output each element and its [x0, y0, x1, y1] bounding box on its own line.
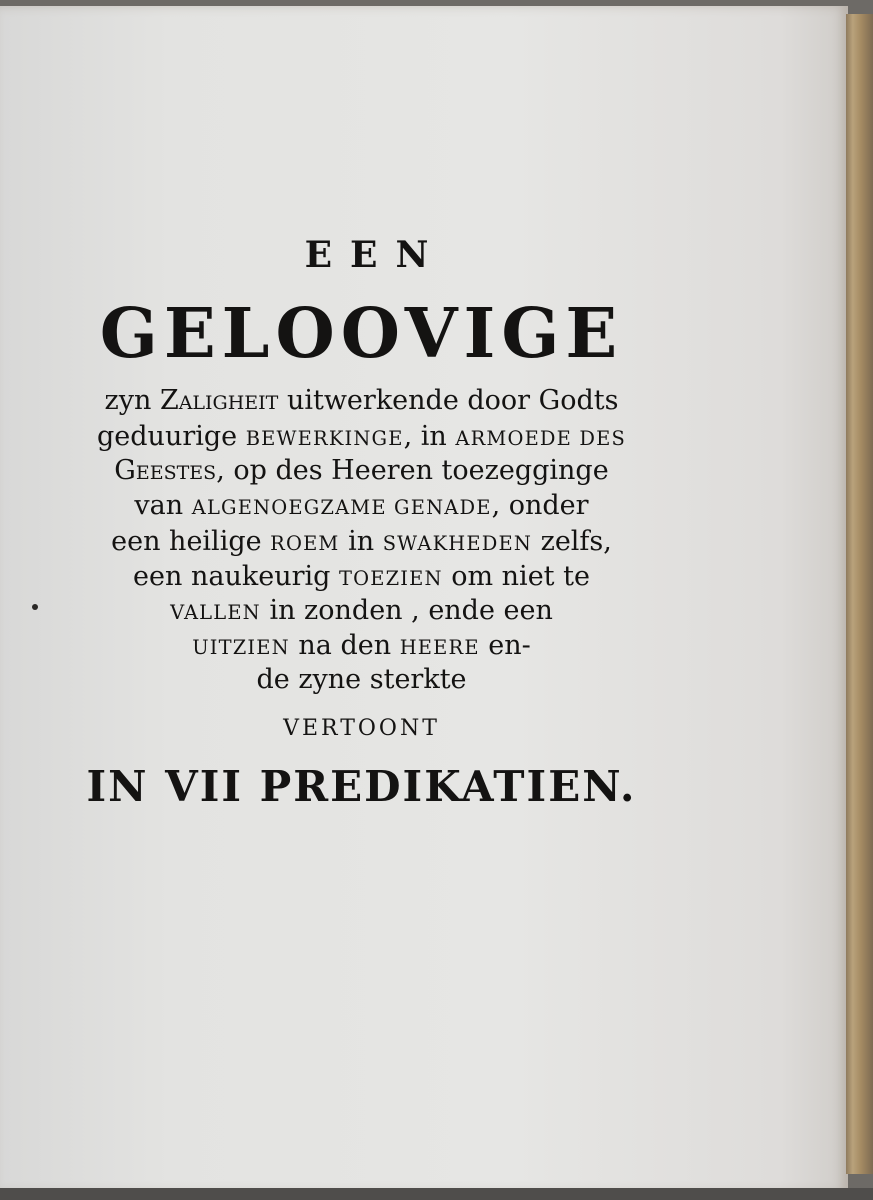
- page-shadow: [0, 1188, 873, 1200]
- page-edge: [846, 14, 873, 1174]
- text-run-smallcaps: ROEM: [270, 532, 340, 555]
- text-run: zyn: [104, 385, 160, 416]
- title-line-3: [0, 455, 723, 486]
- title-line-8: [0, 630, 723, 661]
- title-line-9: de zyne sterkte: [256, 664, 467, 695]
- text-run: na den: [289, 630, 400, 661]
- text-run-smallcaps: SWAKHEDEN: [382, 532, 533, 555]
- title-line-6: [0, 561, 723, 592]
- text-run-smallcaps: Geestes: [114, 455, 217, 486]
- title-line-5: [0, 526, 723, 557]
- text-run: zelfs,: [532, 526, 612, 557]
- text-run-smallcaps: HEERE: [399, 636, 480, 659]
- title-line-2: [0, 421, 723, 452]
- text-run: geduurige: [97, 421, 246, 452]
- text-run: in zonden , ende een: [260, 595, 553, 626]
- title-predikatien: IN VII PREDIKATIEN.: [86, 762, 637, 811]
- text-run: , op des Heeren toezegginge: [216, 455, 609, 486]
- text-run: uitwerkende door Godts: [278, 385, 619, 416]
- text-run-smallcaps: Zaligheit: [159, 385, 279, 416]
- text-run-smallcaps: UITZIEN: [192, 636, 290, 659]
- text-run-smallcaps: ALGENOEGZAME GENADE: [191, 496, 492, 519]
- text-run: een naukeurig: [133, 561, 339, 592]
- title-line-7: [0, 595, 723, 626]
- text-run: , onder: [491, 490, 589, 521]
- text-run: om niet te: [442, 561, 590, 592]
- title-line-4: [0, 490, 723, 521]
- text-run: een heilige: [111, 526, 271, 557]
- title-een: EEN: [304, 234, 447, 276]
- text-run-smallcaps: ARMOEDE DES: [455, 427, 626, 450]
- text-run: van: [134, 490, 192, 521]
- ink-speck: [32, 604, 38, 610]
- title-geloovige: GELOOVIGE: [99, 294, 624, 374]
- text-run: en-: [479, 630, 531, 661]
- title-line-1: [0, 385, 723, 416]
- text-run-smallcaps: TOEZIEN: [339, 567, 443, 590]
- text-run: , in: [403, 421, 456, 452]
- text-run: in: [339, 526, 383, 557]
- text-run-smallcaps: BEWERKINGE: [245, 427, 404, 450]
- title-vertoont: VERTOONT: [283, 716, 440, 741]
- text-run-smallcaps: VALLEN: [170, 601, 261, 624]
